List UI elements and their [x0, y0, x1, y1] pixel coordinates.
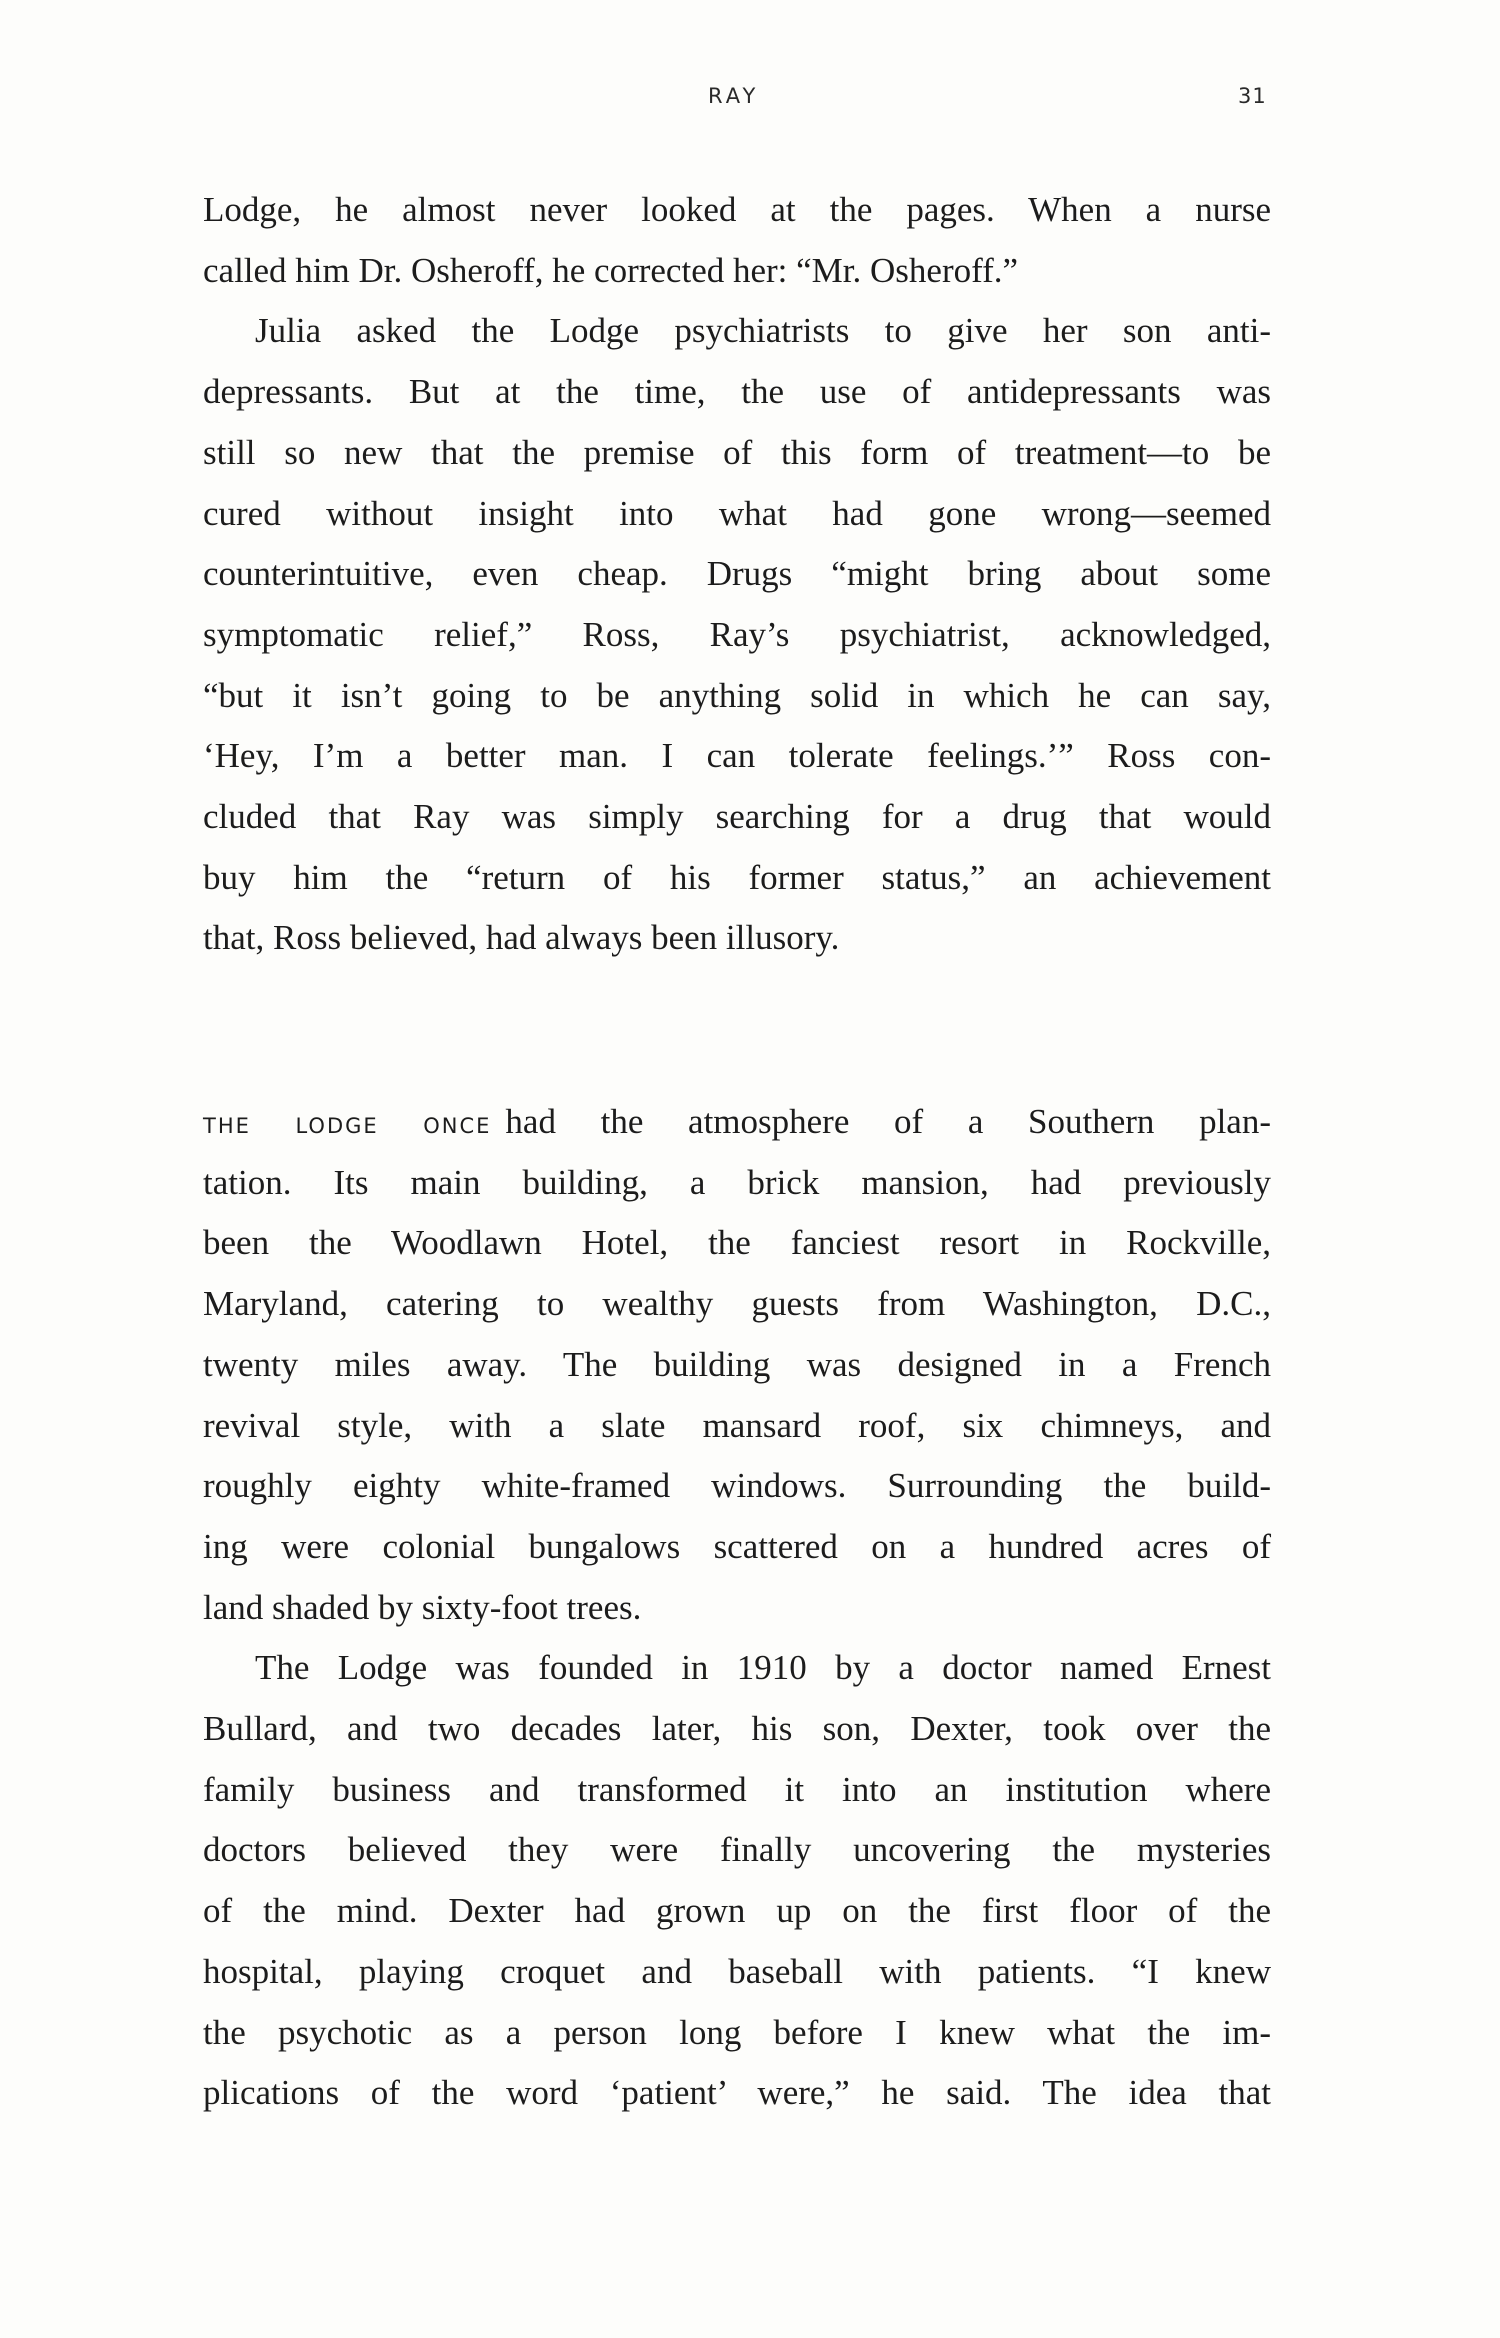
line-text: that, Ross believed, had always been illusory. [203, 918, 840, 958]
line-text: Maryland, catering to wealthy guests from Washington, D.C., [203, 1284, 1271, 1324]
text-line [203, 2062, 1271, 2123]
text-line [203, 1941, 1271, 2002]
text-line [203, 1334, 1271, 1395]
text-line [203, 847, 1271, 908]
text-line [203, 1455, 1271, 1516]
line-text: land shaded by sixty-foot trees. [203, 1587, 642, 1627]
text-line [203, 422, 1271, 483]
text-line [203, 543, 1271, 604]
line-text: roughly eighty white-framed windows. Surrounding the build- [203, 1466, 1271, 1506]
text-line [203, 665, 1271, 726]
line-text: Lodge, he almost never looked at the pages. When a nurse [203, 190, 1271, 229]
text-line [203, 1273, 1271, 1334]
line-text: plications of the word ‘patient’ were,” he said. The idea that [203, 2073, 1271, 2113]
line-text: still so new that the premise of this form of treatment—to be [203, 432, 1271, 472]
line-text: hospital, playing croquet and baseball with patients. “I knew [203, 1951, 1271, 1991]
line-text: ‘Hey, I’m a better man. I can tolerate feelings.’” Ross con- [203, 736, 1271, 776]
text-line [203, 483, 1271, 544]
line-text: “but it isn’t going to be anything solid in which he can say, [203, 675, 1271, 715]
line-text: revival style, with a slate mansard roof, six chimneys, and [203, 1405, 1271, 1445]
text-line [203, 786, 1271, 847]
text-line [203, 361, 1271, 422]
text-line [203, 1577, 1271, 1638]
text-line [203, 1516, 1271, 1577]
text-line [203, 1395, 1271, 1456]
page-number: 31 [1238, 84, 1267, 108]
line-text: had the atmosphere of a Southern plan- [505, 1102, 1271, 1141]
text-line [203, 300, 1271, 361]
line-text: ing were colonial bungalows scattered on a hundred acres of [203, 1526, 1271, 1566]
line-text: symptomatic relief,” Ross, Ray’s psychiatrist, acknowledged, [203, 614, 1271, 654]
running-head: RAY [708, 84, 760, 108]
line-text: The Lodge was founded in 1910 by a doctor named Ernest [255, 1648, 1271, 1688]
text-line [203, 179, 1271, 240]
section-lead-in: THE LODGE ONCE [203, 1114, 492, 1138]
line-text: doctors believed they were finally uncovering the mysteries [203, 1830, 1271, 1870]
text-line [203, 1212, 1271, 1273]
line-text: Julia asked the Lodge psychiatrists to give her son anti- [255, 311, 1271, 351]
line-text: been the Woodlawn Hotel, the fanciest resort in Rockville, [203, 1223, 1271, 1263]
text-line [203, 1091, 1271, 1152]
text-line [203, 1759, 1271, 1820]
text-line [203, 240, 1271, 301]
line-text: tation. Its main building, a brick mansion, had previously [203, 1162, 1271, 1202]
text-line [203, 604, 1271, 665]
line-text: counterintuitive, even cheap. Drugs “might bring about some [203, 554, 1271, 594]
line-text: called him Dr. Osheroff, he corrected her: “Mr. Osheroff.” [203, 250, 1019, 290]
line-text: family business and transformed it into an institution where [203, 1769, 1271, 1809]
text-line [203, 725, 1271, 786]
text-line [203, 1152, 1271, 1213]
text-line [203, 1880, 1271, 1941]
text-line [203, 1819, 1271, 1880]
text-line [203, 907, 1271, 968]
line-text: twenty miles away. The building was designed in a French [203, 1344, 1271, 1384]
line-text: buy him the “return of his former status,” an achievement [203, 857, 1271, 897]
line-text: of the mind. Dexter had grown up on the first floor of the [203, 1891, 1271, 1931]
text-line [203, 2002, 1271, 2063]
text-line [203, 1698, 1271, 1759]
line-text: the psychotic as a person long before I knew what the im- [203, 2012, 1271, 2052]
line-text: cured without insight into what had gone wrong—seemed [203, 493, 1271, 533]
text-line [203, 1637, 1271, 1698]
line-text: cluded that Ray was simply searching for a drug that would [203, 797, 1271, 836]
line-text: Bullard, and two decades later, his son, Dexter, took over the [203, 1709, 1271, 1748]
line-text: depressants. But at the time, the use of antidepressants was [203, 372, 1271, 412]
